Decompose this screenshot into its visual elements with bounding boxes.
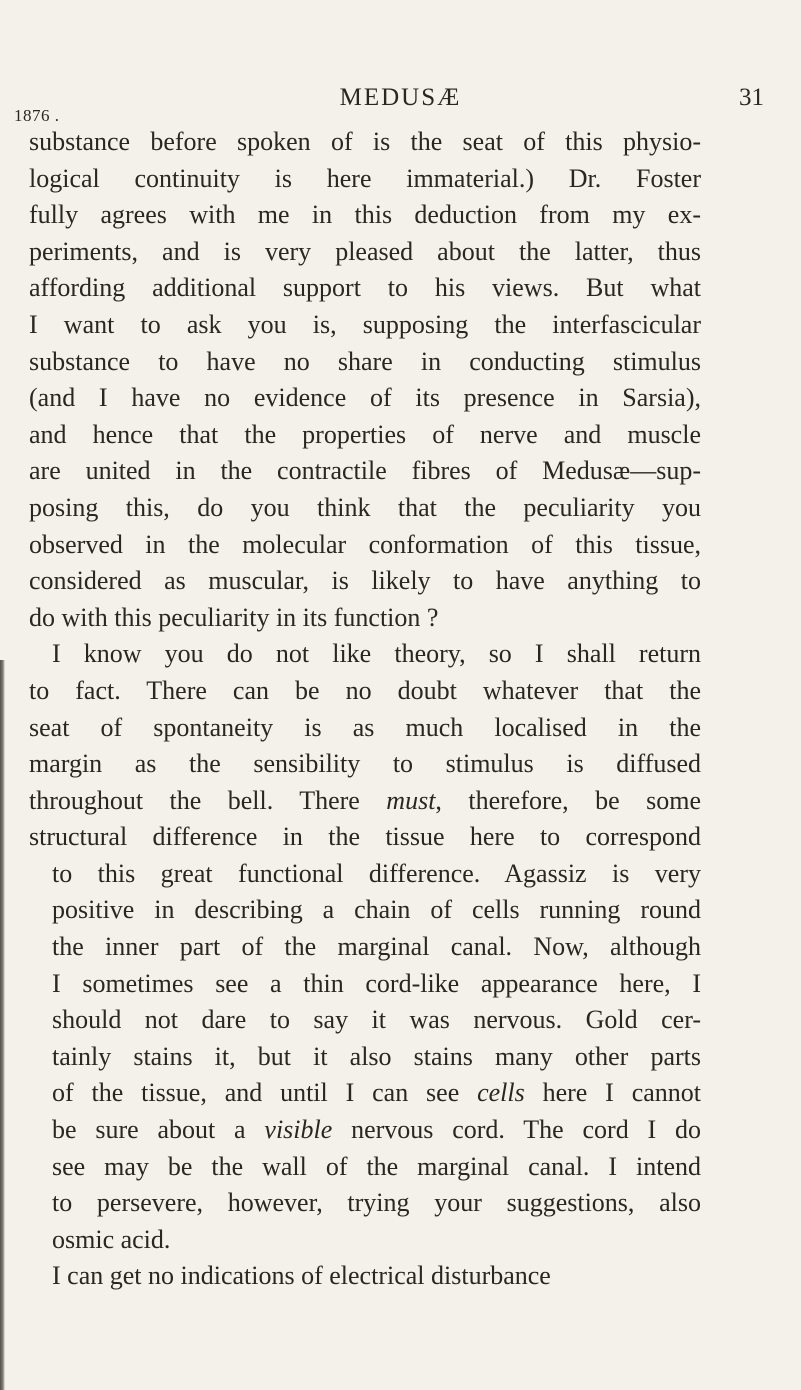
text-line	[29, 746, 701, 783]
text-line	[29, 783, 701, 820]
text-line	[29, 892, 701, 929]
text-line	[29, 673, 701, 710]
text-segment: fully agrees with me in this deduction from my ex-	[29, 200, 701, 230]
text-line	[29, 307, 701, 344]
text-line	[29, 563, 701, 600]
text-segment: margin as the sensibility to stimulus is diffused	[29, 749, 701, 779]
page-binding-shadow	[0, 660, 5, 1390]
italic-text: must	[386, 785, 436, 815]
text-segment: I sometimes see a thin cord-like appearance here, I	[52, 968, 701, 998]
text-segment: nervous cord. The cord I do	[332, 1115, 701, 1145]
text-line	[29, 490, 701, 527]
text-line	[29, 929, 701, 966]
text-line	[29, 453, 701, 490]
text-segment: the inner part of the marginal canal. Now, although	[52, 932, 701, 962]
text-segment: substance to have no share in conducting stimulus	[29, 346, 701, 376]
text-line	[29, 234, 701, 271]
text-segment: logical continuity is here immaterial.) Dr. Foster	[29, 163, 701, 193]
text-segment: posing this, do you think that the peculiarity you	[29, 492, 701, 522]
text-segment: osmic acid.	[52, 1224, 171, 1254]
text-segment: here I cannot	[524, 1078, 701, 1108]
page-number: 31	[739, 84, 764, 111]
text-segment: are united in the contractile fibres of Medusæ—sup-	[29, 456, 701, 486]
text-line	[29, 1258, 701, 1295]
text-line	[29, 527, 701, 564]
text-line	[29, 636, 701, 673]
text-segment: I want to ask you is, supposing the interfascicular	[29, 309, 701, 339]
header-year: 1876 .	[14, 106, 60, 125]
text-line	[29, 161, 701, 198]
body-text	[29, 124, 701, 1295]
text-line	[29, 270, 701, 307]
text-segment: to this great functional difference. Agassiz is very	[52, 858, 701, 888]
text-line	[29, 966, 701, 1003]
text-segment: should not dare to say it was nervous. Gold cer-	[52, 1005, 701, 1035]
text-segment: observed in the molecular conformation of this tissue,	[29, 529, 701, 559]
text-segment: I know you do not like theory, so I shall return	[52, 639, 701, 669]
text-segment: (and I have no evidence of its presence in Sarsia),	[29, 383, 701, 413]
text-segment: positive in describing a chain of cells running round	[52, 895, 701, 925]
text-segment: and hence that the properties of nerve and muscle	[29, 419, 701, 449]
text-line	[29, 197, 701, 234]
text-segment: seat of spontaneity is as much localised in the	[29, 712, 701, 742]
text-line	[29, 1185, 701, 1222]
text-segment: to fact. There can be no doubt whatever that the	[29, 675, 701, 705]
text-segment: , therefore, be some	[435, 785, 701, 815]
text-line	[29, 1112, 701, 1149]
text-line	[29, 1002, 701, 1039]
running-header	[0, 84, 801, 124]
text-segment: I can get no indications of electrical disturbance	[52, 1261, 551, 1291]
text-segment: tainly stains it, but it also stains many other parts	[52, 1041, 701, 1071]
text-line	[29, 1039, 701, 1076]
text-segment: considered as muscular, is likely to have anything to	[29, 566, 701, 596]
text-segment: of the tissue, and until I can see	[52, 1078, 478, 1108]
text-segment: affording additional support to his views. But what	[29, 273, 701, 303]
italic-text: visible	[264, 1115, 333, 1145]
text-segment: substance before spoken of is the seat of this physio-	[29, 127, 701, 156]
text-line	[29, 710, 701, 747]
text-line	[29, 124, 701, 161]
text-segment: periments, and is very pleased about the latter, thus	[29, 236, 701, 266]
text-line	[29, 600, 701, 637]
text-line	[29, 1075, 701, 1112]
text-line	[29, 417, 701, 454]
text-line	[29, 344, 701, 381]
text-line	[29, 1222, 701, 1259]
text-segment: to persevere, however, trying your suggestions, also	[52, 1188, 701, 1218]
text-line	[29, 1149, 701, 1186]
text-line	[29, 856, 701, 893]
text-segment: be sure about a	[52, 1115, 265, 1145]
text-segment: structural difference in the tissue here to correspond	[29, 822, 701, 852]
text-line	[29, 380, 701, 417]
text-segment: throughout the bell. There	[29, 785, 387, 815]
text-segment: see may be the wall of the marginal canal. I intend	[52, 1151, 701, 1181]
text-line	[29, 819, 701, 856]
italic-text: cells	[477, 1078, 525, 1108]
text-segment: do with this peculiarity in its function ?	[29, 602, 439, 632]
header-title: MEDUSÆ	[339, 84, 462, 111]
